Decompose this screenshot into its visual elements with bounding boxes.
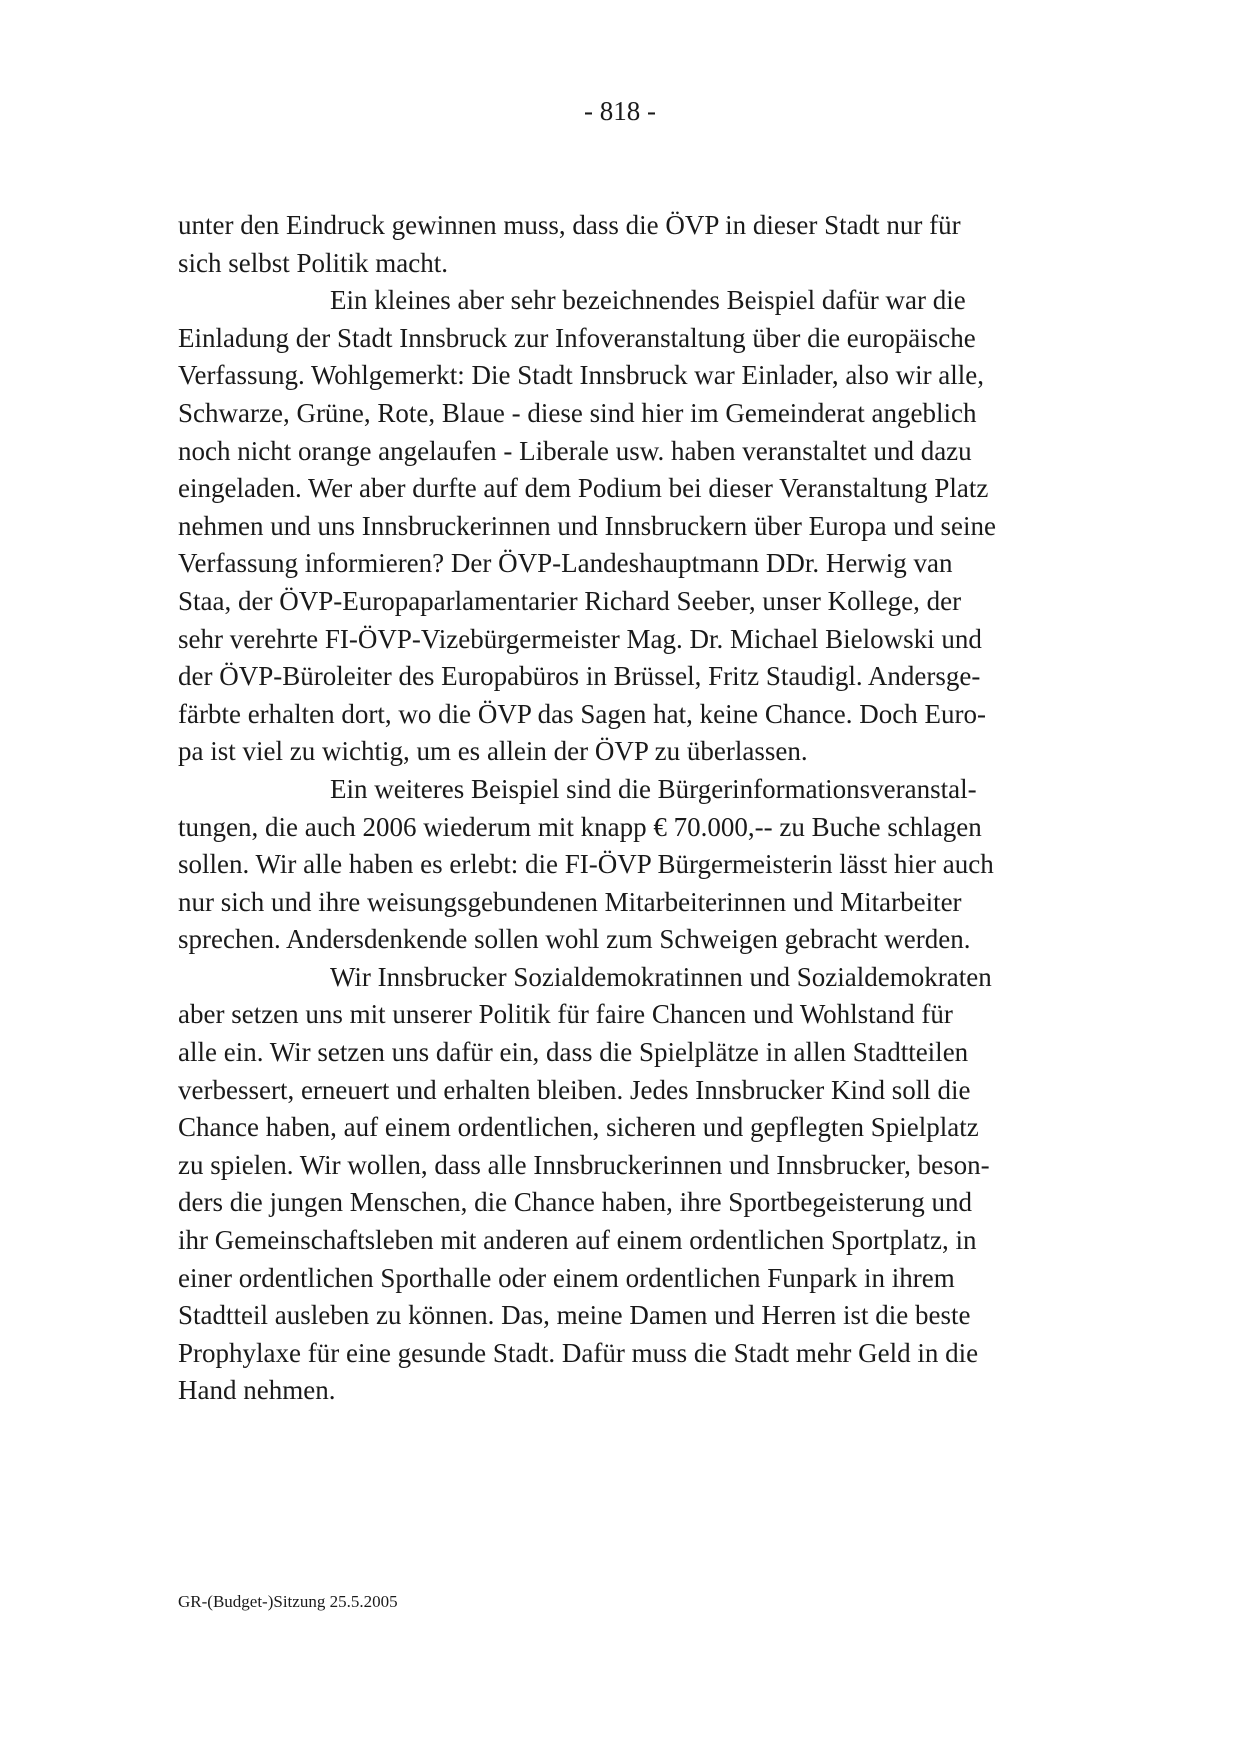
text-line: Einladung der Stadt Innsbruck zur Infoveranstaltung über die europäische	[178, 322, 976, 353]
text-line: nur sich und ihre weisungsgebundenen Mitarbeiterinnen und Mitarbeiter	[178, 886, 962, 917]
text-line: einer ordentlichen Sporthalle oder einem ordentlichen Funpark in ihrem	[178, 1262, 955, 1293]
page-number: - 818 -	[584, 96, 656, 126]
body-text	[178, 207, 1078, 1410]
paragraph-start-line: Ein kleines aber sehr bezeichnendes Beispiel dafür war die	[330, 285, 966, 316]
text-line: Schwarze, Grüne, Rote, Blaue - diese sind hier im Gemeinderat angeblich	[178, 397, 977, 428]
footer-session-label: GR-(Budget-)Sitzung 25.5.2005	[178, 1592, 398, 1611]
text-line: sprechen. Andersdenkende sollen wohl zum Schweigen gebracht werden.	[178, 924, 971, 955]
text-line: eingeladen. Wer aber durfte auf dem Podium bei dieser Veranstaltung Platz	[178, 473, 989, 504]
text-line: Hand nehmen.	[178, 1375, 336, 1406]
text-line: tungen, die auch 2006 wiederum mit knapp € 70.000,-- zu Buche schlagen	[178, 811, 982, 842]
text-line: aber setzen uns mit unserer Politik für faire Chancen und Wohlstand für	[178, 999, 953, 1030]
text-line: der ÖVP-Büroleiter des Europabüros in Brüssel, Fritz Staudigl. Andersge-	[178, 661, 981, 692]
text-line: Stadtteil ausleben zu können. Das, meine Damen und Herren ist die beste	[178, 1300, 971, 1331]
text-line: noch nicht orange angelaufen - Liberale usw. haben veranstaltet und dazu	[178, 435, 972, 466]
text-line: ihr Gemeinschaftsleben mit anderen auf einem ordentlichen Sportplatz, in	[178, 1225, 977, 1256]
text-line: Staa, der ÖVP-Europaparlamentarier Richard Seeber, unser Kollege, der	[178, 585, 962, 616]
text-line: sollen. Wir alle haben es erlebt: die FI-ÖVP Bürgermeisterin lässt hier auch	[178, 849, 994, 880]
text-line: nehmen und uns Innsbruckerinnen und Innsbruckern über Europa und seine	[178, 510, 997, 541]
text-line: Prophylaxe für eine gesunde Stadt. Dafür muss die Stadt mehr Geld in die	[178, 1337, 979, 1368]
paragraph-start-line: Wir Innsbrucker Sozialdemokratinnen und Sozialdemokraten	[330, 961, 992, 992]
text-line: sich selbst Politik macht.	[178, 247, 448, 278]
text-line: pa ist viel zu wichtig, um es allein der ÖVP zu überlassen.	[178, 736, 808, 767]
text-line: verbessert, erneuert und erhalten bleiben. Jedes Innsbrucker Kind soll die	[178, 1074, 971, 1105]
text-line: Chance haben, auf einem ordentlichen, sicheren und gepflegten Spielplatz	[178, 1112, 979, 1143]
text-line: färbte erhalten dort, wo die ÖVP das Sagen hat, keine Chance. Doch Euro-	[178, 698, 986, 729]
text-line: Verfassung. Wohlgemerkt: Die Stadt Innsbruck war Einlader, also wir alle,	[178, 360, 985, 391]
text-line: ders die jungen Menschen, die Chance haben, ihre Sportbegeisterung und	[178, 1187, 973, 1218]
paragraph-start-line: Ein weiteres Beispiel sind die Bürgerinformationsveranstal-	[330, 773, 977, 804]
text-line: unter den Eindruck gewinnen muss, dass die ÖVP in dieser Stadt nur für	[178, 210, 961, 240]
text-line: sehr verehrte FI-ÖVP-Vizebürgermeister Mag. Dr. Michael Bielowski und	[178, 623, 982, 654]
text-line: zu spielen. Wir wollen, dass alle Innsbruckerinnen und Innsbrucker, beson-	[178, 1149, 990, 1180]
text-line: Verfassung informieren? Der ÖVP-Landeshauptmann DDr. Herwig van	[178, 548, 953, 579]
text-line: alle ein. Wir setzen uns dafür ein, dass die Spielplätze in allen Stadtteilen	[178, 1037, 969, 1068]
